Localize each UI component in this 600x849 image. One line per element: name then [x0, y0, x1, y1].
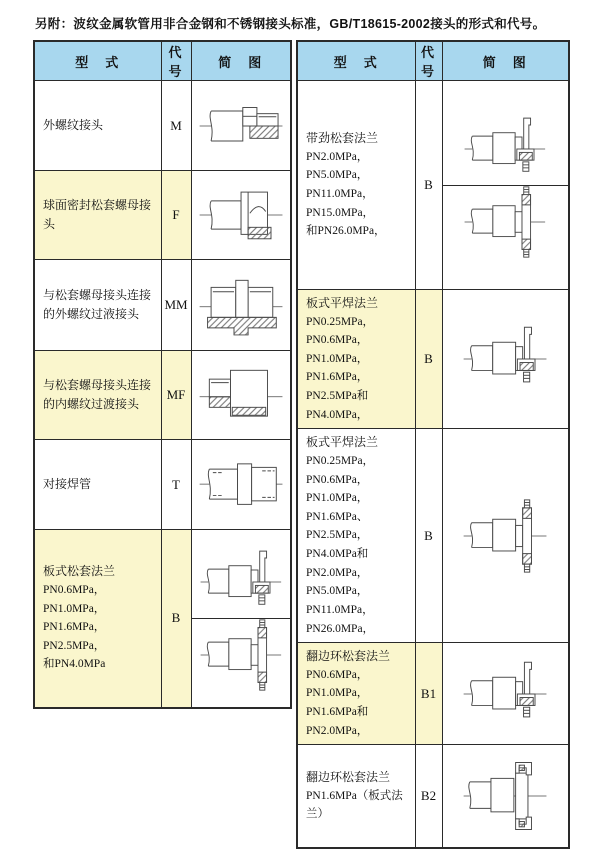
table-row: [34, 351, 291, 440]
diagram-cell: [191, 440, 291, 530]
table-row: [34, 530, 291, 708]
diagram-cell: [191, 260, 291, 351]
type-cell: 与松套螺母接头连接的内螺纹过渡接头: [34, 351, 161, 440]
type-cell: 外螺纹接头: [34, 81, 161, 171]
code-cell: T: [161, 440, 191, 530]
type-cell: 对接焊管: [34, 440, 161, 530]
type-cell: 球面密封松套螺母接头: [34, 171, 161, 260]
type-cell: 板式平焊法兰 PN0.25MPa， PN0.6MPa， PN1.0MPa， PN1.6MPa、 PN2.5MPa， PN4.0MPa和 PN2.0MPa， PN5.0MPa， PN11.0MPa， PN26.0MPa，: [297, 429, 415, 643]
col-header-diagram: 简 图: [191, 41, 291, 81]
table-row: [297, 745, 569, 848]
type-cell: 带劲松套法兰 PN2.0MPa， PN5.0MPa， PN11.0MPa， PN15.0MPa， 和PN26.0MPa，: [297, 81, 415, 290]
table-row: [34, 440, 291, 530]
table-row: [297, 643, 569, 745]
plate-flange-up-icon: [443, 657, 569, 731]
col-header-diagram: 简 图: [442, 41, 569, 81]
butt-weld-pipe-icon: [192, 448, 291, 522]
flanging-ring-flange-icon: [443, 759, 569, 833]
plate-flange-sym-icon: [443, 185, 569, 258]
loose-nut-fitting-icon: [192, 178, 291, 252]
diagram-cell: [442, 429, 569, 643]
code-cell: M: [161, 81, 191, 171]
diagram-cell: [191, 530, 291, 708]
document-title: 另附：波纹金属软管用非合金钢和不锈钢接头标准，GB/T18615-2002接头的形式和代号。: [35, 17, 546, 31]
code-cell: B1: [415, 643, 442, 745]
type-cell: 板式松套法兰 PN0.6MPa，PN1.0MPa， PN1.6MPa，PN2.5MPa， 和PN4.0MPa: [34, 530, 161, 708]
type-cell: 与松套螺母接头连接的外螺纹过液接头: [34, 260, 161, 351]
plate-flange-sym-icon: [443, 499, 569, 573]
type-cell: 翻边环松套法兰 PN1.6MPa（板式法兰）: [297, 745, 415, 848]
code-cell: MM: [161, 260, 191, 351]
type-cell: 翻边环松套法兰 PN0.6MPa， PN1.0MPa， PN1.6MPa和PN2.0MPa，: [297, 643, 415, 745]
table-row: [297, 81, 569, 290]
female-transition-fitting-icon: [192, 358, 291, 432]
table-row: [297, 429, 569, 643]
male-thread-fitting-icon: [192, 89, 291, 163]
plate-flange-sym-icon: [192, 618, 291, 691]
col-header-code: 代号: [415, 41, 442, 81]
diagram-cell: [442, 290, 569, 429]
diagram-cell: [191, 171, 291, 260]
code-cell: B: [415, 429, 442, 643]
diagram-cell: [442, 643, 569, 745]
plate-flange-up-icon: [443, 322, 569, 396]
col-header-type: 型 式: [34, 41, 161, 81]
plate-flange-up-icon: [192, 546, 291, 618]
table-row: [297, 290, 569, 429]
code-cell: B: [415, 81, 442, 290]
diagram-cell: [191, 351, 291, 440]
diagram-cell: [442, 81, 569, 290]
table-row: [34, 171, 291, 260]
col-header-type: 型 式: [297, 41, 415, 81]
code-cell: B2: [415, 745, 442, 848]
fitting-table-left: [33, 40, 292, 709]
table-row: [34, 260, 291, 351]
male-transition-fitting-icon: [192, 268, 291, 342]
type-cell: 板式平焊法兰 PN0.25MPa， PN0.6MPa， PN1.0MPa， PN1.6MPa， PN2.5MPa和PN4.0MPa，: [297, 290, 415, 429]
plate-flange-up-icon: [443, 113, 569, 185]
col-header-code: 代号: [161, 41, 191, 81]
code-cell: B: [415, 290, 442, 429]
code-cell: B: [161, 530, 191, 708]
diagram-cell: [191, 81, 291, 171]
code-cell: MF: [161, 351, 191, 440]
table-row: [34, 81, 291, 171]
diagram-cell: [442, 745, 569, 848]
code-cell: F: [161, 171, 191, 260]
fitting-tables: [33, 40, 570, 849]
fitting-table-right: [296, 40, 570, 849]
